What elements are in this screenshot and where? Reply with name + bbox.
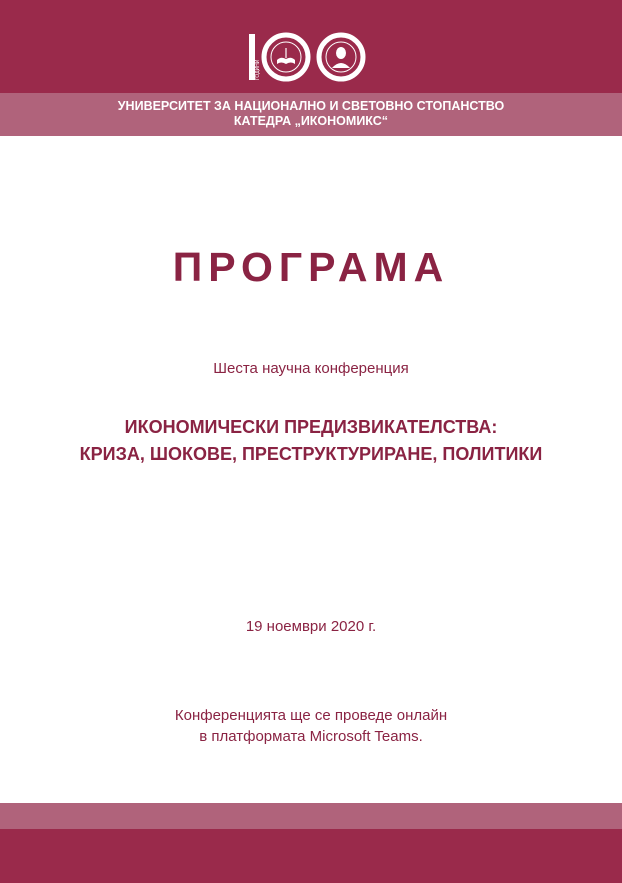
footer-band-light — [0, 803, 622, 829]
conference-note — [0, 705, 622, 747]
logo-side-text: ГОДИНИ — [255, 59, 261, 80]
note-line-2: в платформата Microsoft Teams. — [199, 728, 423, 745]
conference-headline — [0, 414, 622, 468]
university-logo — [0, 28, 622, 88]
conference-subtitle: Шеста научна конференция — [213, 360, 409, 377]
anniversary-logo-icon — [246, 28, 376, 86]
note-line-1: Конференцията ще се проведе онлайн — [174, 707, 448, 724]
page-title: ПРОГРАМА — [172, 244, 450, 290]
conference-date: 19 ноември 2020 г. — [245, 618, 377, 635]
university-name: УНИВЕРСИТЕТ ЗА НАЦИОНАЛНО И СВЕТОВНО СТОПАНСТВО — [117, 99, 505, 113]
department-name: КАТЕДРА „ИКОНОМИКС“ — [233, 114, 389, 128]
headline-line-2: КРИЗА, ШОКОВЕ, ПРЕСТРУКТУРИРАНЕ, ПОЛИТИКИ — [79, 444, 543, 464]
headline-line-1: ИКОНОМИЧЕСКИ ПРЕДИЗВИКАТЕЛСТВА: — [124, 417, 498, 437]
footer-band-dark — [0, 829, 622, 883]
university-banner — [0, 93, 622, 136]
